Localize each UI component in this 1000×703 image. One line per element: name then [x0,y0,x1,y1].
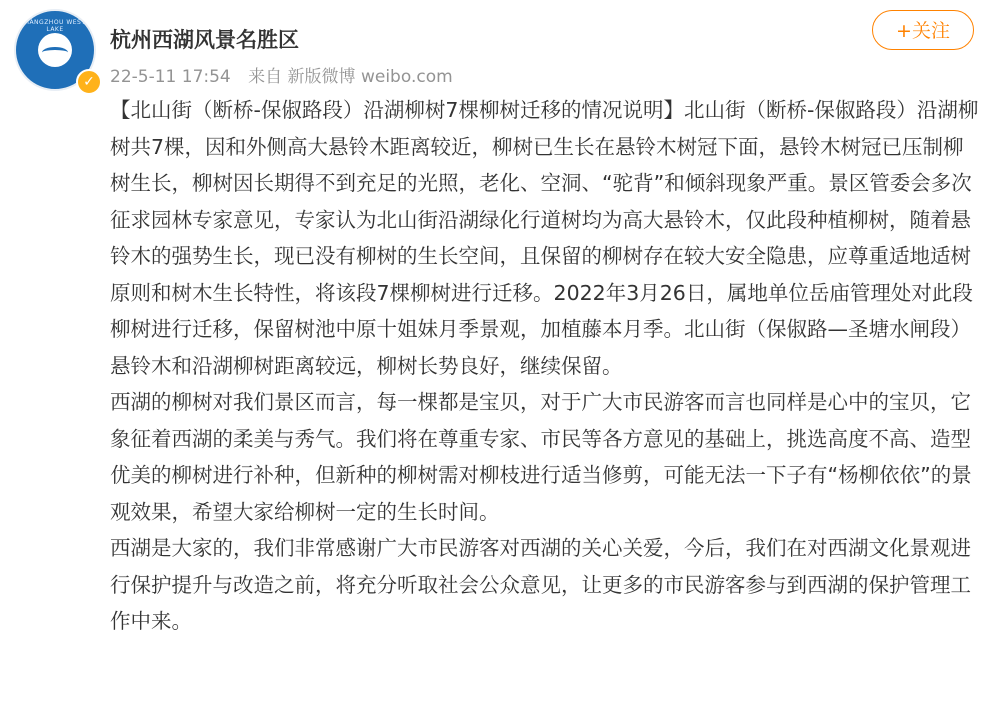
post-time[interactable]: 22-5-11 17:54 [110,67,231,87]
avatar-ring-text: HANGZHOU WEST LAKE [24,19,86,33]
post-paragraph: 西湖的柳树对我们景区而言，每一棵都是宝贝，对于广大市民游客而言也同样是心中的宝贝，它象征着西湖的柔美与秀气。我们将在尊重专家、市民等各方意见的基础上，挑选高度不高、造型优美的柳树进行补种，但新种的柳树需对柳枝进行适当修剪，可能无法一下子有“杨柳依依”的景观效果，希望大家给柳树一定的生长时间。 [110,390,972,524]
post-paragraph: 【北山街（断桥-保俶路段）沿湖柳树7棵柳树迁移的情况说明】北山街（断桥-保俶路段）沿湖柳树共7棵，因和外侧高大悬铃木距离较近，柳树已生长在悬铃木树冠下面，悬铃木树冠已压制柳树生长，柳树因长期得不到充足的光照，老化、空洞、“驼背”和倾斜现象严重。景区管委会多次征求园林专家意见，专家认为北山街沿湖绿化行道树均为高大悬铃木，仅此段种植柳树，随着悬铃木的强势生长，现已没有柳树的生长空间，且保留的柳树存在较大安全隐患，应尊重适地适树原则和树木生长特性，将该段7棵柳树进行迁移。2022年3月26日，属地单位岳庙管理处对此段柳树进行迁移，保留树池中原十姐妹月季景观，加植藤本月季。北山街（保俶路—圣塘水闸段）悬铃木和沿湖柳树距离较远，柳树长势良好，继续保留。 [110,98,979,378]
post-paragraph: 西湖是大家的，我们非常感谢广大市民游客对西湖的关心关爱，今后，我们在对西湖文化景观进行保护提升与改造之前，将充分听取社会公众意见，让更多的市民游客参与到西湖的保护管理工作中来。 [110,536,971,633]
follow-button[interactable]: +关注 [872,10,974,50]
avatar[interactable] [14,9,96,91]
post-content [110,92,980,640]
post-source: 来自 新版微博 weibo.com [248,67,453,87]
verified-badge-icon: ✓ [76,69,102,95]
post-meta [110,62,465,87]
account-name[interactable]: 杭州西湖风景名胜区 [110,28,299,52]
wave-icon [42,47,68,58]
